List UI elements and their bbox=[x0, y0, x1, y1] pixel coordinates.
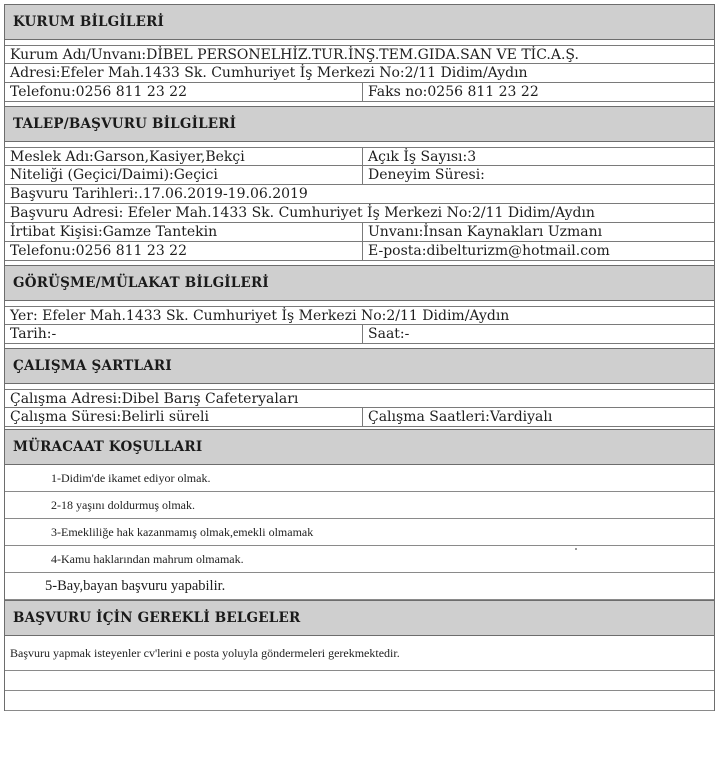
meslek-adi: Meslek Adı:Garson,Kasiyer,Bekçi bbox=[5, 148, 363, 165]
empty-row bbox=[5, 691, 714, 711]
row-kurum-adi bbox=[5, 45, 714, 64]
row-nitelik bbox=[5, 166, 714, 185]
row-gorusme-yer bbox=[5, 306, 714, 325]
gorusme-saat: Saat:- bbox=[368, 326, 410, 342]
kurum-faks: Faks no:0256 811 23 22 bbox=[368, 84, 539, 100]
condition-item: 1-Didim'de ikamet ediyor olmak. bbox=[5, 465, 714, 492]
kurum-telefon: Telefonu:0256 811 23 22 bbox=[5, 83, 363, 101]
talep-eposta: E-posta:dibelturizm@hotmail.com bbox=[368, 243, 610, 259]
basvuru-tarihleri: Başvuru Tarihleri:.17.06.2019-19.06.2019 bbox=[10, 186, 308, 202]
row-irtibat bbox=[5, 223, 714, 242]
condition-item: 4-Kamu haklarından mahrum olmamak. bbox=[5, 546, 714, 573]
row-calisma-sure bbox=[5, 408, 714, 427]
condition-item: 2-18 yaşını doldurmuş olmak. bbox=[5, 492, 714, 519]
row-talep-iletisim bbox=[5, 242, 714, 261]
irtibat-kisisi: İrtibat Kişisi:Gamze Tantekin bbox=[5, 223, 363, 241]
condition-item: 5-Bay,bayan başvuru yapabilir. bbox=[5, 573, 714, 600]
section-header-belgeler: BAŞVURU İÇİN GEREKLİ BELGELER bbox=[5, 600, 714, 636]
section-header-calisma: ÇALIŞMA ŞARTLARI bbox=[5, 348, 714, 384]
section-header-gorusme: GÖRÜŞME/MÜLAKAT BİLGİLERİ bbox=[5, 265, 714, 301]
row-basvuru-tarih bbox=[5, 185, 714, 204]
condition-item: 3-Emekliliğe hak kazanmamış olmak,emekli olmamak bbox=[5, 519, 714, 546]
kurum-adi: Kurum Adı/Unvanı:DİBEL PERSONELHİZ.TUR.İNŞ.TEM.GIDA.SAN VE TİC.A.Ş. bbox=[10, 47, 579, 63]
irtibat-unvan: Unvanı:İnsan Kaynakları Uzmanı bbox=[368, 224, 603, 240]
deneyim-suresi: Deneyim Süresi: bbox=[368, 167, 485, 183]
row-gorusme-zaman bbox=[5, 325, 714, 344]
job-posting-form bbox=[4, 4, 715, 711]
belgeler-text: Başvuru yapmak isteyenler cv'lerini e posta yoluyla göndermeleri gerekmektedir. bbox=[5, 636, 714, 671]
gorusme-yer: Yer: Efeler Mah.1433 Sk. Cumhuriyet İş Merkezi No:2/11 Didim/Aydın bbox=[10, 308, 510, 324]
calisma-suresi: Çalışma Süresi:Belirli süreli bbox=[5, 408, 363, 426]
section-header-muracaat: MÜRACAAT KOŞULLARI bbox=[5, 429, 714, 465]
scan-speck bbox=[575, 548, 577, 550]
section-header-talep: TALEP/BAŞVURU BİLGİLERİ bbox=[5, 106, 714, 142]
empty-row bbox=[5, 671, 714, 691]
niteligi: Niteliği (Geçici/Daimi):Geçici bbox=[5, 166, 363, 184]
acik-is-sayisi: Açık İş Sayısı:3 bbox=[368, 149, 477, 165]
calisma-saatleri: Çalışma Saatleri:Vardiyalı bbox=[368, 409, 553, 425]
row-meslek bbox=[5, 147, 714, 166]
talep-telefon: Telefonu:0256 811 23 22 bbox=[5, 242, 363, 260]
row-kurum-adres bbox=[5, 64, 714, 83]
basvuru-adresi: Başvuru Adresi: Efeler Mah.1433 Sk. Cumhuriyet İş Merkezi No:2/11 Didim/Aydın bbox=[10, 205, 595, 221]
kurum-adres: Adresi:Efeler Mah.1433 Sk. Cumhuriyet İş Merkezi No:2/11 Didim/Aydın bbox=[10, 65, 528, 81]
row-basvuru-adres bbox=[5, 204, 714, 223]
row-calisma-adres bbox=[5, 389, 714, 408]
gorusme-tarih: Tarih:- bbox=[5, 325, 363, 343]
calisma-adresi: Çalışma Adresi:Dibel Barış Cafeteryaları bbox=[10, 391, 299, 407]
row-kurum-iletisim bbox=[5, 83, 714, 102]
section-header-kurum: KURUM BİLGİLERİ bbox=[5, 4, 714, 40]
